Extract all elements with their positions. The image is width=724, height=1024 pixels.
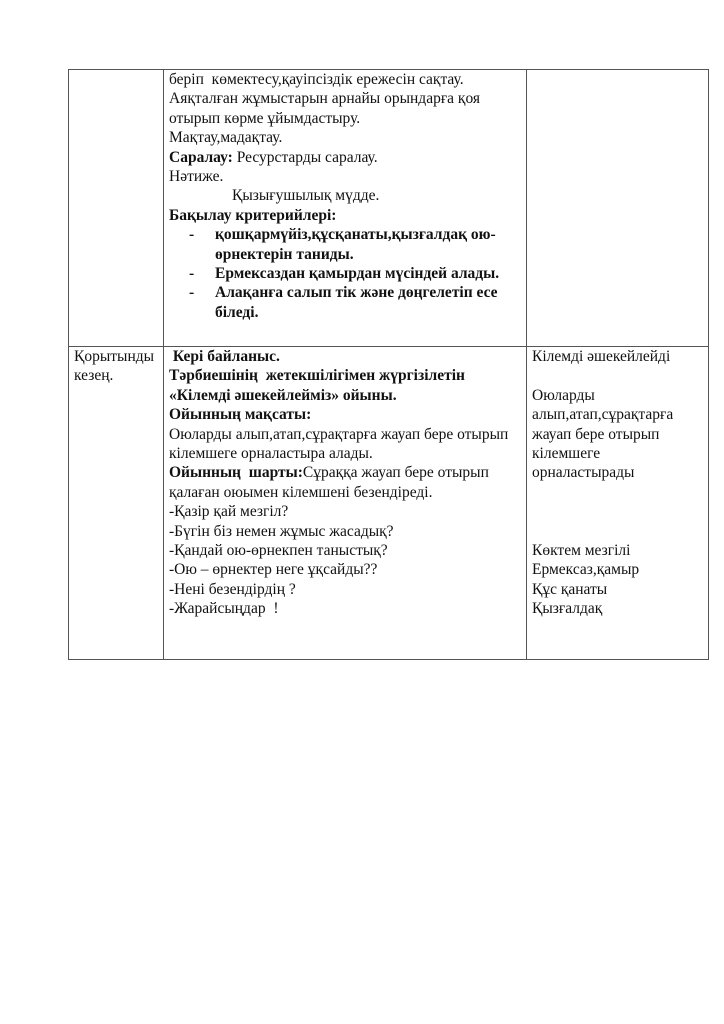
saralau-text: Ресурстарды саралау. [232, 148, 378, 166]
answer-item: Құс қанаты [532, 580, 608, 598]
stage-cell [69, 347, 164, 660]
table-row [69, 70, 709, 347]
feedback-heading: Кері байланыс. [169, 348, 280, 365]
result-cell [527, 70, 709, 347]
condition-label: Ойынның шарты: [169, 464, 303, 482]
saralau-label: Саралау: [169, 148, 233, 166]
interest-label: Қызығушылық мүдде. [232, 187, 380, 205]
result-label: Нәтиже. [169, 168, 224, 186]
goal-label: Ойынның мақсаты: [169, 406, 312, 424]
condition-text: Сұраққа жауап бере отырып қалаған оюымен кілемшені безендіреді. [169, 464, 493, 501]
answer-item: Қызғалдақ [532, 600, 603, 618]
stage-cell [69, 70, 164, 347]
criteria-item: - Ермексаздан қамырдан мүсіндей алады. [189, 264, 522, 283]
text-line: Аяқталған жұмыстарын арнайы орындарға қоя отырып көрме ұйымдастыру. [169, 90, 484, 127]
question-item: -Нені безендірдің ? [169, 580, 296, 598]
result-cell [527, 347, 709, 660]
result-text: Кілемді әшекейлейді [532, 348, 671, 365]
question-item: -Қазір қай мезгіл? [169, 503, 289, 521]
question-item: -Ою – өрнектер неге ұқсайды?? [169, 561, 378, 579]
criteria-list [169, 225, 522, 322]
goal-text: Оюларды алып,атап,сұрақтарға жауап бере отырып кілемшеге орналастыра алады. [169, 425, 513, 463]
game-intro: Тәрбиешінің жетекшілігімен жүргізілетін «Кілемді әшекейлейміз» ойыны. [169, 367, 469, 404]
table-row [69, 347, 709, 660]
criteria-item: - Алақанға салып тік және дөңгелетіп есе біледі. [189, 283, 522, 322]
stage-label: Қорытынды кезең. [74, 348, 155, 385]
saralau-line [169, 148, 522, 167]
question-item: -Қандай ою-өрнекпен таныстық? [169, 542, 388, 560]
result-text: Оюларды алып,атап,сұрақтарға жауап бере отырып кілемшеге орналастырады [532, 386, 678, 482]
text-line: Мақтау,мадақтау. [169, 129, 283, 147]
lesson-plan-table [68, 69, 709, 660]
content-cell [164, 70, 527, 347]
criteria-item: - қошқармүйіз,құсқанаты,қызғалдақ ою-өрнектерін таниды. [189, 225, 522, 264]
question-item: -Бүгін біз немен жұмыс жасадық? [169, 522, 394, 540]
text-line: беріп көмектесу,қауіпсіздік ережесін сақтау. [169, 71, 464, 88]
answer-item: Көктем мезгілі [532, 541, 631, 559]
condition-line [169, 463, 522, 502]
question-item: -Жарайсыңдар ! [169, 600, 279, 618]
answer-item: Ермексаз,қамыр [532, 561, 640, 579]
criteria-heading: Бақылау критерийлері: [169, 206, 337, 224]
content-cell [164, 347, 527, 660]
